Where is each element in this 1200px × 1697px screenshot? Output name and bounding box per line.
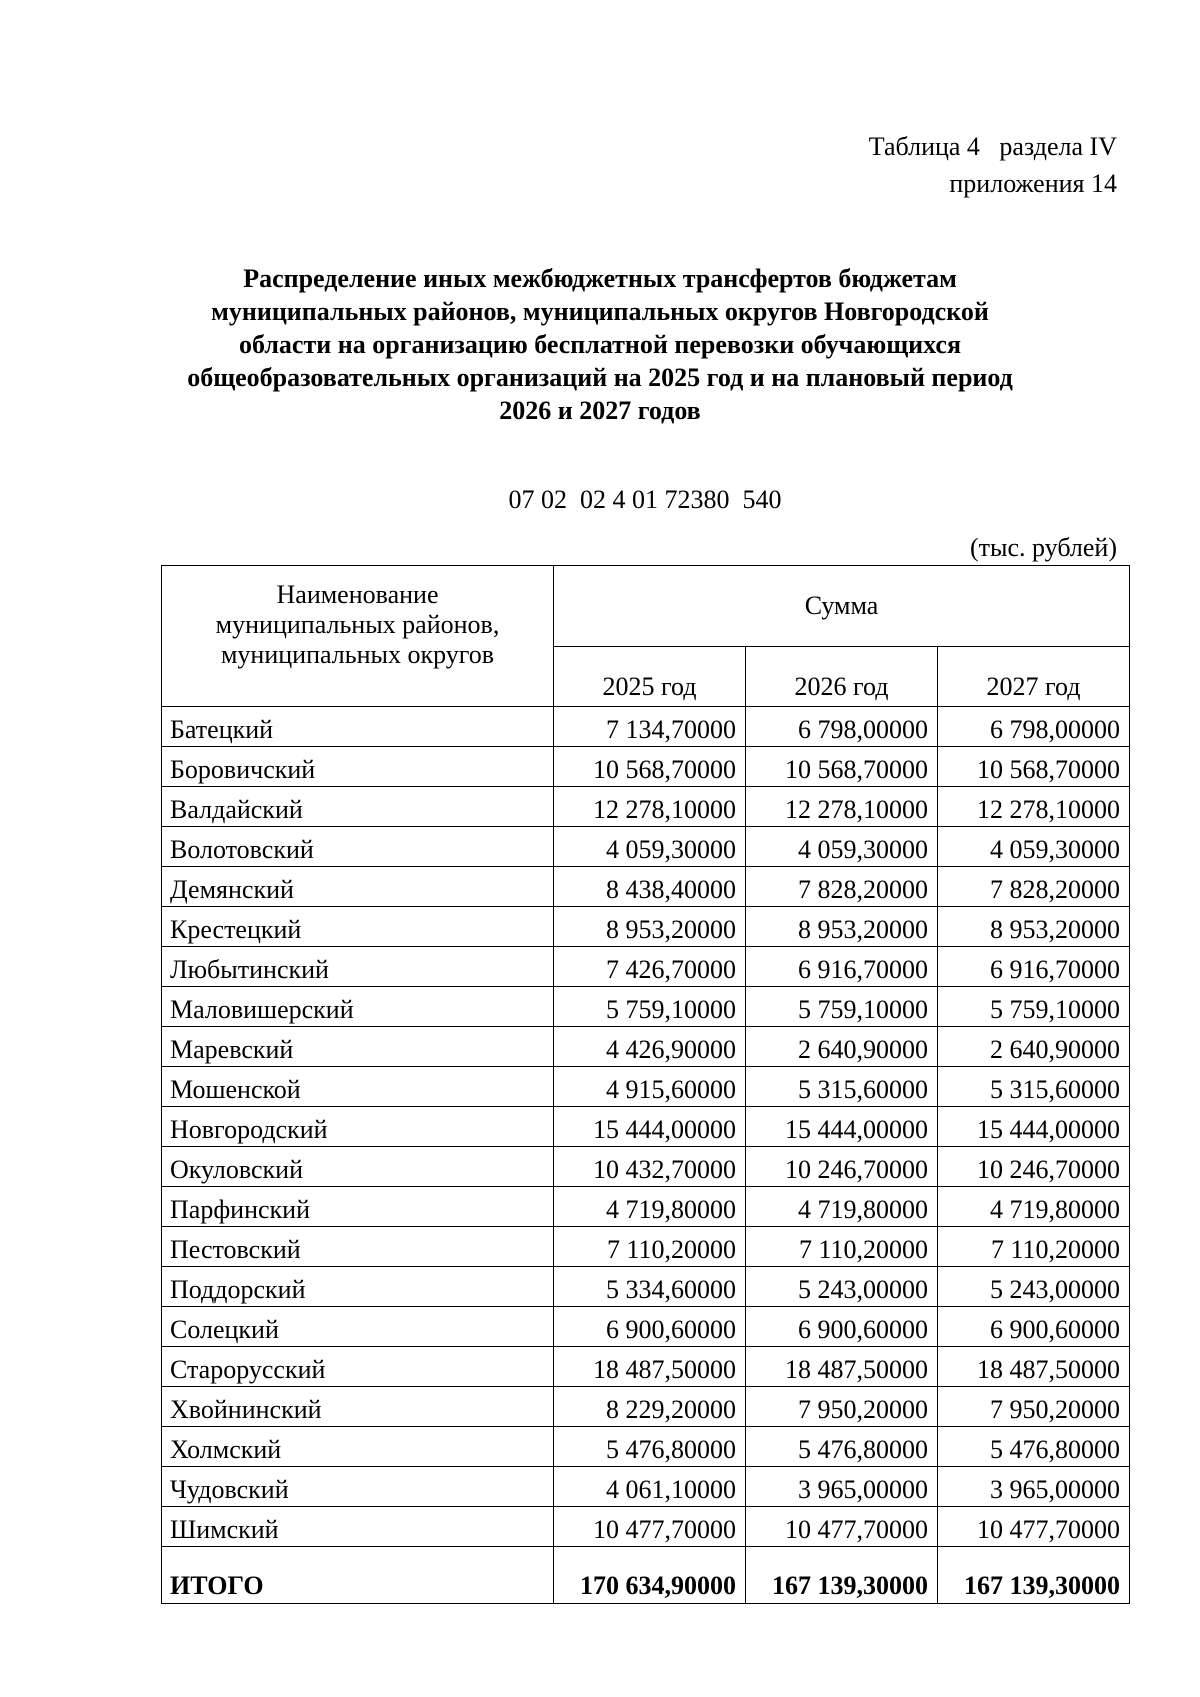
value-2025-cell: 4 059,30000 [554,827,746,867]
district-name-cell: Парфинский [162,1187,554,1227]
value-2026-cell: 5 476,80000 [746,1427,938,1467]
value-2025-cell: 7 426,70000 [554,947,746,987]
table-row [162,1387,1130,1427]
table-row [162,947,1130,987]
table-row [162,747,1130,787]
value-2027-cell: 6 900,60000 [938,1307,1130,1347]
value-2027-cell: 5 476,80000 [938,1427,1130,1467]
value-2026-cell: 8 953,20000 [746,907,938,947]
district-name-cell: Хвойнинский [162,1387,554,1427]
value-2025-cell: 4 915,60000 [554,1067,746,1107]
value-2025-cell: 7 134,70000 [554,707,746,747]
district-name-cell: Валдайский [162,787,554,827]
value-2025-cell: 8 953,20000 [554,907,746,947]
value-2025-cell: 5 476,80000 [554,1427,746,1467]
value-2027-cell: 10 477,70000 [938,1507,1130,1547]
value-2026-cell: 10 568,70000 [746,747,938,787]
value-2026-cell: 10 246,70000 [746,1147,938,1187]
units-label: (тыс. рублей) [969,533,1117,562]
value-2027-cell: 167 139,30000 [938,1547,1130,1604]
table-row [162,1187,1130,1227]
district-name-cell: Холмский [162,1427,554,1467]
value-2026-cell: 12 278,10000 [746,787,938,827]
table-header-row [162,566,1130,647]
district-name-cell: Боровичский [162,747,554,787]
table-row [162,1467,1130,1507]
value-2025-cell: 10 477,70000 [554,1507,746,1547]
value-2025-cell: 18 487,50000 [554,1347,746,1387]
value-2026-cell: 18 487,50000 [746,1347,938,1387]
value-2027-cell: 4 059,30000 [938,827,1130,867]
value-2026-cell: 5 243,00000 [746,1267,938,1307]
transfers-table [161,565,1130,1604]
table-row [162,1027,1130,1067]
district-name-cell: Поддорский [162,1267,554,1307]
value-2025-cell: 170 634,90000 [554,1547,746,1604]
value-2026-cell: 6 798,00000 [746,707,938,747]
value-2027-cell: 5 315,60000 [938,1067,1130,1107]
value-2025-cell: 5 759,10000 [554,987,746,1027]
value-2025-cell: 6 900,60000 [554,1307,746,1347]
table-row [162,787,1130,827]
header-year-2025: 2025 год [554,647,746,707]
district-name-cell: Мошенской [162,1067,554,1107]
table-row [162,1107,1130,1147]
value-2027-cell: 12 278,10000 [938,787,1130,827]
district-name-cell: Волотовский [162,827,554,867]
district-name-cell: Маловишерский [162,987,554,1027]
value-2027-cell: 7 828,20000 [938,867,1130,907]
title-line: Распределение иных межбюджетных трансфертов бюджетам [243,264,957,293]
value-2026-cell: 7 950,20000 [746,1387,938,1427]
value-2026-cell: 4 059,30000 [746,827,938,867]
header-year-2027: 2027 год [938,647,1130,707]
value-2027-cell: 5 759,10000 [938,987,1130,1027]
value-2027-cell: 18 487,50000 [938,1347,1130,1387]
value-2025-cell: 10 568,70000 [554,747,746,787]
reference-line-table: Таблица 4 раздела IV [868,132,1117,161]
value-2027-cell: 2 640,90000 [938,1027,1130,1067]
value-2027-cell: 7 110,20000 [938,1227,1130,1267]
district-name-cell: Маревский [162,1027,554,1067]
district-name-cell: Крестецкий [162,907,554,947]
value-2026-cell: 3 965,00000 [746,1467,938,1507]
header-name-line: муниципальных районов, [215,610,500,639]
value-2025-cell: 12 278,10000 [554,787,746,827]
value-2025-cell: 8 438,40000 [554,867,746,907]
table-row [162,1227,1130,1267]
header-year-2026: 2026 год [746,647,938,707]
value-2026-cell: 7 828,20000 [746,867,938,907]
value-2026-cell: 5 759,10000 [746,987,938,1027]
value-2027-cell: 5 243,00000 [938,1267,1130,1307]
value-2027-cell: 4 719,80000 [938,1187,1130,1227]
value-2026-cell: 10 477,70000 [746,1507,938,1547]
value-2026-cell: 2 640,90000 [746,1027,938,1067]
table-row [162,1147,1130,1187]
district-name-cell: Окуловский [162,1147,554,1187]
table-row [162,1267,1130,1307]
value-2025-cell: 15 444,00000 [554,1107,746,1147]
table-row [162,1307,1130,1347]
title-line: 2026 и 2027 годов [499,396,701,425]
table-row [162,827,1130,867]
table-row [162,867,1130,907]
value-2027-cell: 8 953,20000 [938,907,1130,947]
header-sum: Сумма [554,566,1130,647]
table-total-row [162,1547,1130,1604]
district-name-cell: ИТОГО [162,1547,554,1604]
district-name-cell: Демянский [162,867,554,907]
value-2027-cell: 6 798,00000 [938,707,1130,747]
value-2026-cell: 167 139,30000 [746,1547,938,1604]
value-2025-cell: 4 061,10000 [554,1467,746,1507]
value-2025-cell: 10 432,70000 [554,1147,746,1187]
value-2026-cell: 15 444,00000 [746,1107,938,1147]
value-2026-cell: 5 315,60000 [746,1067,938,1107]
value-2027-cell: 7 950,20000 [938,1387,1130,1427]
value-2027-cell: 10 246,70000 [938,1147,1130,1187]
district-name-cell: Пестовский [162,1227,554,1267]
district-name-cell: Шимский [162,1507,554,1547]
title-line: области на организацию бесплатной перевозки обучающихся [238,330,962,359]
header-name-line: Наименование [276,580,439,609]
table-body [162,707,1130,1604]
value-2025-cell: 4 426,90000 [554,1027,746,1067]
value-2025-cell: 7 110,20000 [554,1227,746,1267]
value-2025-cell: 8 229,20000 [554,1387,746,1427]
value-2026-cell: 6 916,70000 [746,947,938,987]
document-title [150,262,1050,427]
table-row [162,1507,1130,1547]
header-name-column [162,566,554,707]
table-row [162,1427,1130,1467]
value-2025-cell: 5 334,60000 [554,1267,746,1307]
value-2026-cell: 7 110,20000 [746,1227,938,1267]
value-2027-cell: 6 916,70000 [938,947,1130,987]
district-name-cell: Любытинский [162,947,554,987]
district-name-cell: Солецкий [162,1307,554,1347]
value-2027-cell: 3 965,00000 [938,1467,1130,1507]
table-row [162,1067,1130,1107]
header-name-line: муниципальных округов [220,640,495,669]
reference-line-appendix: приложения 14 [949,169,1117,198]
value-2025-cell: 4 719,80000 [554,1187,746,1227]
district-name-cell: Батецкий [162,707,554,747]
district-name-cell: Чудовский [162,1467,554,1507]
title-line: общеобразовательных организаций на 2025 год и на плановый период [187,363,1013,392]
district-name-cell: Новгородский [162,1107,554,1147]
table-row [162,707,1130,747]
value-2026-cell: 4 719,80000 [746,1187,938,1227]
value-2026-cell: 6 900,60000 [746,1307,938,1347]
value-2027-cell: 10 568,70000 [938,747,1130,787]
budget-classification-code: 07 02 02 4 01 72380 540 [508,485,782,514]
value-2027-cell: 15 444,00000 [938,1107,1130,1147]
title-line: муниципальных районов, муниципальных округов Новгородской [211,297,989,326]
table-row [162,987,1130,1027]
district-name-cell: Старорусский [162,1347,554,1387]
table-row [162,1347,1130,1387]
table-row [162,907,1130,947]
table-reference [869,128,1117,202]
